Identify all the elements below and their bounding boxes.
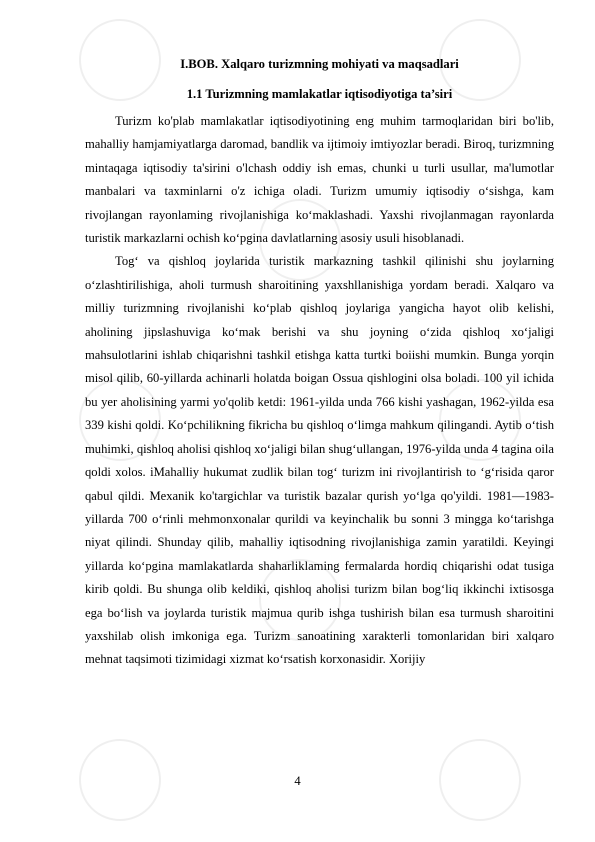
document-body [85, 56, 554, 672]
chapter-title: I.BOB. Xalqaro turizmning mohiyati va maqsadlari [180, 57, 459, 71]
page-number: 4 [294, 774, 301, 788]
section-title: 1.1 Turizmning mamlakatlar iqtisodiyotiga ta’siri [186, 87, 453, 101]
paragraph-2: Tog‘ va qishloq joylarida turistik markazning tashkil qilinishi shu joylarning o‘zlashtirilishiga, aholi turmush sharoitining yaxshllanishiga yordam beradi. Xalqaro va milliy turizmning rivojlanishi ko‘plab qishloq joylariga yangicha hayot olib kelishi, aholining jipslashuviga ko‘mak berishi va shu joyning o‘zida qishloq xo‘jaligi mahsulotlarini ishlab chiqarishni tashkil etishga katta turtki boiishi mumkin. Bunga yorqin misol qilib, 60-yillarda achinarli holatda boigan Ossua qishlogini olsa boladi. 100 yil ichida bu yer aholisining yarmi yo'qolib ketdi: 1961-yilda unda 766 kishi yashagan, 1962-yilda esa 339 kishi qoldi. Ko‘pchilikning fikricha bu qishloq o‘limga mahkum qilingandi. Aytib o‘tish muhimki, qishloq aholisi qishloq xo‘jaligi bilan shug‘ullangan, 1976-yilda unda 4 tagina oila qoldi xolos. iMahalliy hukumat zudlik bilan tog‘ turizm ini rivojlantirish to ‘g‘risida qaror qabul qildi. Mexanik ko'targichlar va turistik bazalar qurish yo‘lga qo'yildi. 1981—1983- yillarda 700 o‘rinli mehmonxonalar qurildi va keyinchalik bu sonni 3 mingga ko‘tarishga niyat qilindi. Shunday qilib, mahalliy iqtisodning rivojlanishiga zamin yaratildi. Keyingi yillarda ko‘pgina mamlakatlarda shaharliklaming fermalarda hordiq chiqarishi odat tusiga kirib qoldi. Bu shunga olib keldiki, qishloq aholisi turizm bilan bog‘liq ikkinchi ixtisosga ega bo‘lish va joylarda turistik majmua qurib ishga tushirish bilan esa turmush sharoitini yaxshilab olish imkoniga ega. Turizm sanoatining xarakterli tomonlaridan biri xalqaro mehnat taqsimoti tizimidagi xizmat ko‘rsatish korxonasidir. Xorijiy [85, 254, 554, 667]
paragraph-1: Turizm ko'plab mamlakatlar iqtisodiyotining eng muhim tarmoqlaridan biri bo'lib, mahalliy hamjamiyatlarga daromad, bandlik va ijtimoiy imtiyozlar beradi. Biroq, turizmning mintaqaga iqtisodiy ta'sirini o'lchash oddiy ish emas, chunki u turli usullar, ma'lumotlar manbalari va taxminlarni o'z ichiga oladi. Turizm umumiy iqtisodiy o‘sishga, kam rivojlangan rayonlaming rivojlanishiga ko‘maklashadi. Yaxshi rivojlanmagan rayonlarda turistik markazlarni ochish ko‘pgina davlatlarning asosiy usuli hisoblanadi. [85, 114, 554, 246]
